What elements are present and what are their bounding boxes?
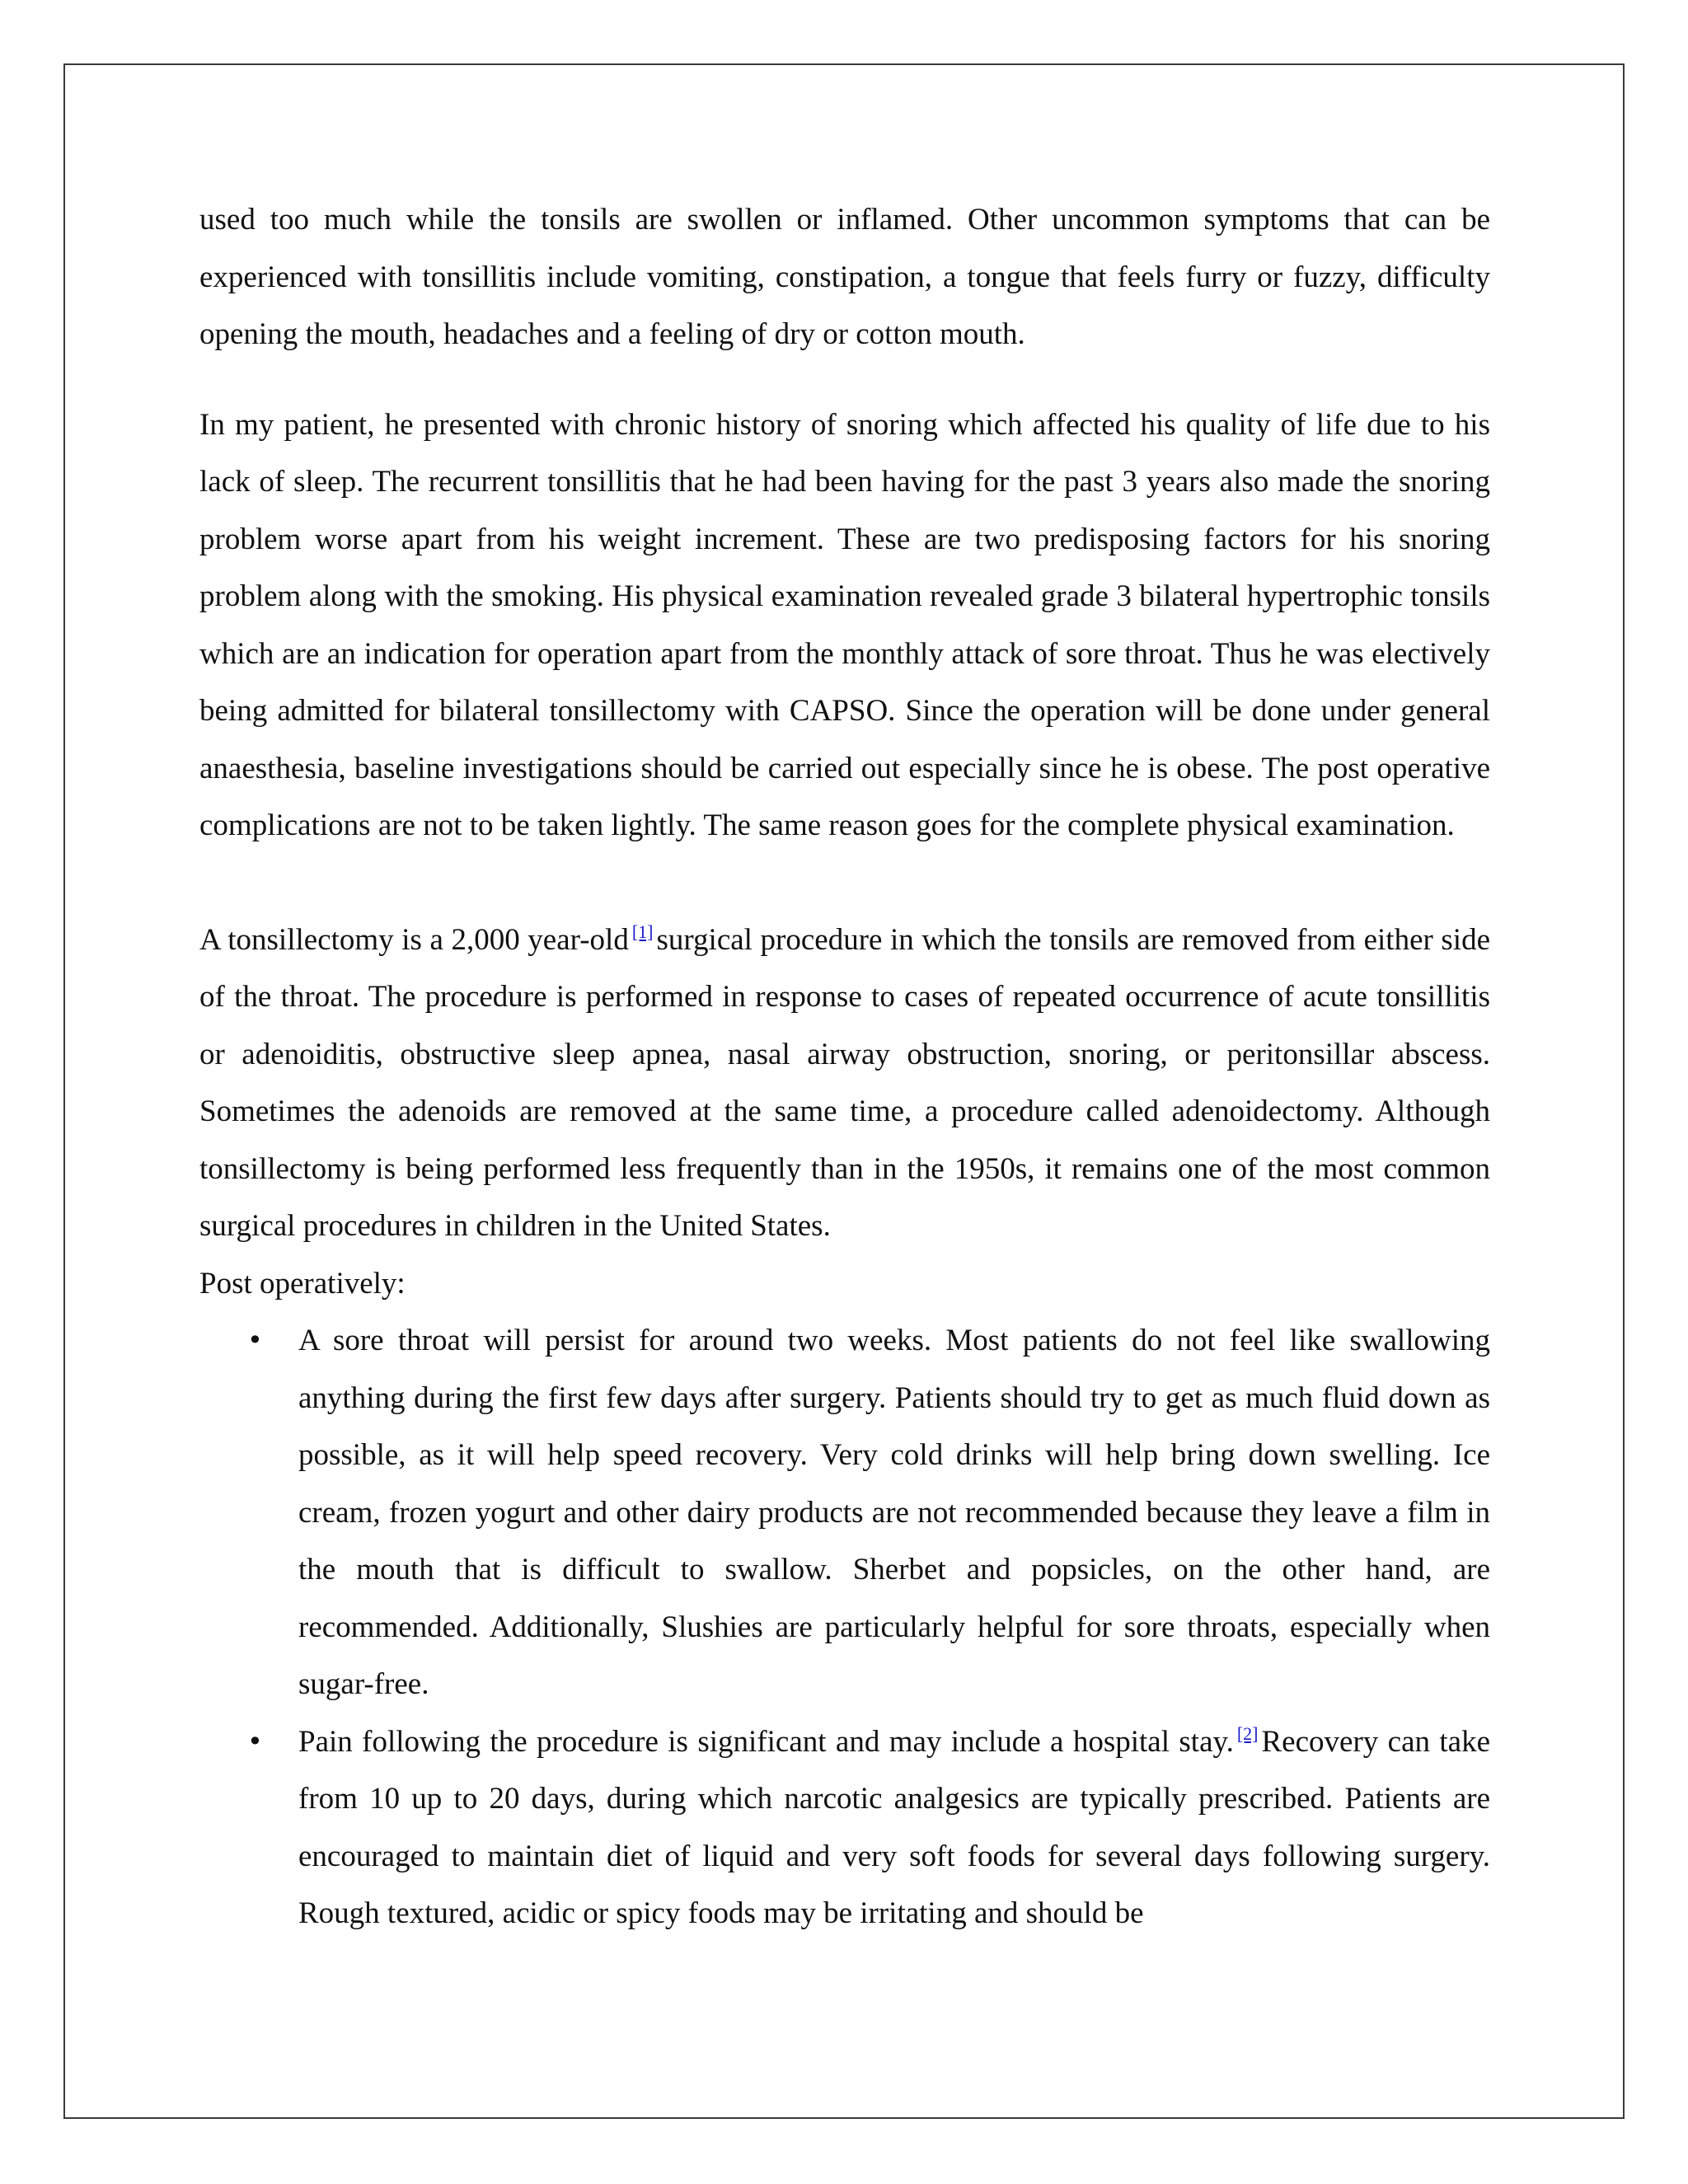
paragraph-patient-case: In my patient, he presented with chronic history of snoring which affected his quality of life due to his lack of sleep. The recurrent tonsillitis that he had been having for the past 3 years also made the snoring problem worse apart from his weight increment. These are two predisposing factors for his snoring problem along with the smoking. His physical examination revealed grade 3 bilateral hypertrophic tonsils which are an indication for operation apart from the monthly attack of sore throat. Thus he was electively being admitted for bilateral tonsillectomy with CAPSO. Since the operation will be done under general anaesthesia, baseline investigations should be carried out especially since he is obese. The post operative complications are not to be taken lightly. The same reason goes for the complete physical examination. [199,407,1490,842]
post-operative-list [199,1312,1490,1943]
bullet-text-pain-start: Pain following the procedure is significant and may include a hospital stay. [298,1724,1234,1759]
paragraph-symptoms: used too much while the tonsils are swollen or inflamed. Other uncommon symptoms that can be experienced with tonsillitis include vomiting, constipation, a tongue that feels furry or fuzzy, difficulty opening the mouth, headaches and a feeling of dry or cotton mouth. [199,203,1490,351]
reference-link-2[interactable]: [2] [1236,1723,1259,1745]
bullet-text-sore-throat: A sore throat will persist for around two weeks. Most patients do not feel like swallowing anything during the first few days after surgery. Patients should try to get as much fluid down as possible, as it will help speed recovery. Very cold drinks will help bring down swelling. Ice cream, frozen yogurt and other dairy products are not recommended because they leave a film in the mouth that is difficult to swallow. Sherbet and popsicles, on the other hand, are recommended. Additionally, Slushies are particularly helpful for sore throats, especially when sugar-free. [298,1324,1490,1701]
tonsillectomy-text-start: A tonsillectomy is a 2,000 year-old [199,922,629,957]
bullet-text-pain-end: Recovery can take from 10 up to 20 days, during which narcotic analgesics are typically prescribed. Patients are encouraged to maintain diet of liquid and very soft foods for several days following surgery. Rough textured, acidic or spicy foods may be irritating and should be [298,1724,1490,1930]
bullet-icon: • [247,1324,263,1356]
document-body [199,191,1490,1943]
post-operative-heading: Post operatively: [199,1266,406,1301]
tonsillectomy-text-end: surgical procedure in which the tonsils are removed from either side of the throat. The procedure is performed in response to cases of repeated occurrence of acute tonsillitis or adenoiditis, obstructive sleep apnea, nasal airway obstruction, snoring, or peritonsillar abscess. Sometimes the adenoids are removed at the same time, a procedure called adenoidectomy. Although tonsillectomy is being performed less frequently than in the 1950s, it remains one of the most common surgical procedures in children in the United States. [199,922,1490,1243]
reference-link-1[interactable]: [1] [631,921,654,943]
paragraph-tonsillectomy [199,912,1490,1255]
bullet-icon: • [247,1725,263,1757]
list-item [199,1713,1490,1943]
list-item [199,1312,1490,1713]
